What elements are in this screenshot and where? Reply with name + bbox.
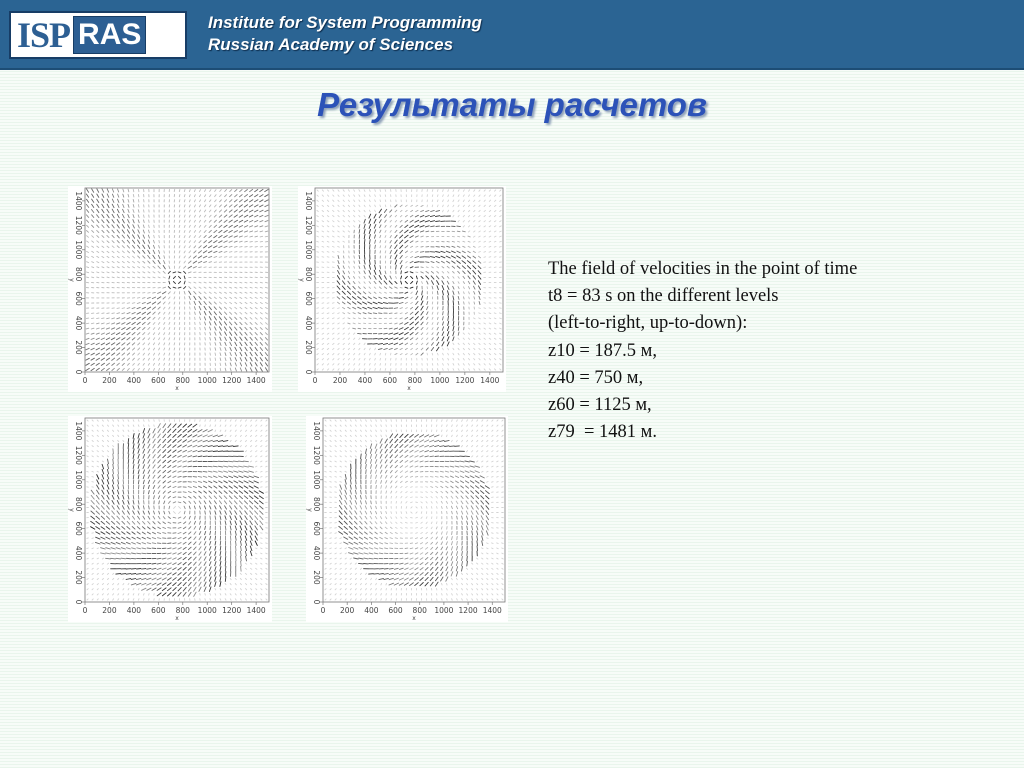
x-tick-label: 1200 <box>455 376 475 385</box>
velocity-field-plot-z10 <box>68 186 272 392</box>
x-tick-label: 1400 <box>482 606 502 615</box>
x-tick-label: 400 <box>364 606 379 615</box>
x-tick-label: 1000 <box>430 376 450 385</box>
y-tick-label: 1000 <box>304 240 313 260</box>
x-tick-label: 800 <box>175 376 190 385</box>
org-line-2: Russian Academy of Sciences <box>208 35 454 54</box>
y-tick-label: 200 <box>312 570 321 585</box>
y-axis-label: y <box>68 508 75 512</box>
y-tick-label: 200 <box>74 340 83 355</box>
x-axis-label: x <box>407 385 411 392</box>
x-tick-label: 0 <box>82 376 88 385</box>
x-tick-label: 0 <box>82 606 88 615</box>
y-tick-label: 600 <box>304 291 313 306</box>
y-tick-label: 400 <box>304 315 313 331</box>
y-tick-label: 1000 <box>74 240 83 260</box>
velocity-field-plot-z79 <box>306 416 508 622</box>
plot-svg <box>306 416 508 622</box>
x-tick-label: 800 <box>175 606 190 615</box>
logo-isp-text: ISP <box>17 15 71 55</box>
logo-ras-text: RAS <box>73 16 146 54</box>
x-tick-label: 1000 <box>197 376 217 385</box>
description-text <box>548 256 968 446</box>
description-line: z79 = 1481 м. <box>548 422 657 443</box>
plot-svg <box>68 186 272 392</box>
y-tick-label: 1000 <box>74 470 83 490</box>
x-tick-label: 600 <box>151 606 166 615</box>
isp-ras-logo <box>9 11 187 59</box>
x-tick-label: 400 <box>126 376 142 385</box>
x-tick-label: 600 <box>151 376 166 385</box>
y-tick-label: 600 <box>74 291 83 306</box>
x-tick-label: 0 <box>312 376 318 385</box>
x-tick-label: 200 <box>102 606 117 615</box>
x-tick-label: 1200 <box>222 606 242 615</box>
description-line: The field of velocities in the point of time <box>548 259 858 279</box>
y-tick-label: 1200 <box>74 445 83 465</box>
x-axis-label: x <box>175 385 179 392</box>
velocity-field-plot-z60 <box>68 416 272 622</box>
x-tick-label: 200 <box>102 376 117 385</box>
y-tick-label: 0 <box>304 369 313 375</box>
x-tick-label: 200 <box>340 606 355 615</box>
y-tick-label: 1400 <box>304 191 313 211</box>
y-tick-label: 200 <box>74 570 83 585</box>
x-tick-label: 1200 <box>222 376 242 385</box>
header-banner <box>0 0 1024 70</box>
organization-name <box>208 12 482 56</box>
y-tick-label: 400 <box>74 315 83 331</box>
y-axis-label: y <box>298 278 305 282</box>
plot-svg <box>68 416 272 622</box>
description-line: z40 = 750 м, <box>548 367 644 388</box>
x-tick-label: 1000 <box>197 606 217 615</box>
y-tick-label: 800 <box>74 267 83 282</box>
y-tick-label: 600 <box>74 521 83 536</box>
x-tick-label: 800 <box>412 606 427 615</box>
plot-svg <box>298 186 506 392</box>
x-tick-label: 400 <box>357 376 373 385</box>
description-line: z60 = 1125 м, <box>548 395 652 416</box>
y-tick-label: 800 <box>74 497 83 512</box>
description-line: (left-to-right, up-to-down): <box>548 313 748 334</box>
x-tick-label: 1400 <box>480 376 500 385</box>
y-tick-label: 0 <box>74 369 83 375</box>
slide-title: Результаты расчетов <box>317 86 707 123</box>
x-tick-label: 1200 <box>458 606 478 615</box>
x-tick-label: 0 <box>320 606 326 615</box>
y-tick-label: 1400 <box>74 191 83 211</box>
x-tick-label: 1000 <box>434 606 454 615</box>
x-axis-label: x <box>175 615 179 622</box>
y-tick-label: 400 <box>312 545 321 561</box>
y-tick-label: 1400 <box>312 421 321 441</box>
y-tick-label: 800 <box>304 267 313 282</box>
y-tick-label: 1000 <box>312 470 321 490</box>
y-tick-label: 0 <box>74 599 83 605</box>
x-tick-label: 400 <box>126 606 142 615</box>
y-tick-label: 800 <box>312 497 321 512</box>
description-line: z10 = 187.5 м, <box>548 340 657 361</box>
x-tick-label: 1400 <box>246 606 266 615</box>
y-tick-label: 1200 <box>74 215 83 235</box>
x-tick-label: 600 <box>388 606 403 615</box>
y-axis-label: y <box>306 508 313 512</box>
y-tick-label: 400 <box>74 545 83 561</box>
x-tick-label: 600 <box>382 376 398 385</box>
y-axis-label: y <box>68 278 75 282</box>
y-tick-label: 1200 <box>312 445 321 465</box>
y-tick-label: 0 <box>312 599 321 605</box>
velocity-field-plot-z40 <box>298 186 506 392</box>
x-axis-label: x <box>412 615 416 622</box>
x-tick-label: 1400 <box>246 376 266 385</box>
y-tick-label: 1400 <box>74 421 83 441</box>
y-tick-label: 600 <box>312 521 321 536</box>
org-line-1: Institute for System Programming <box>208 13 482 32</box>
x-tick-label: 800 <box>407 376 423 385</box>
description-line: t8 = 83 s on the different levels <box>548 286 779 307</box>
y-tick-label: 200 <box>304 340 313 355</box>
x-tick-label: 200 <box>332 376 348 385</box>
y-tick-label: 1200 <box>304 215 313 235</box>
